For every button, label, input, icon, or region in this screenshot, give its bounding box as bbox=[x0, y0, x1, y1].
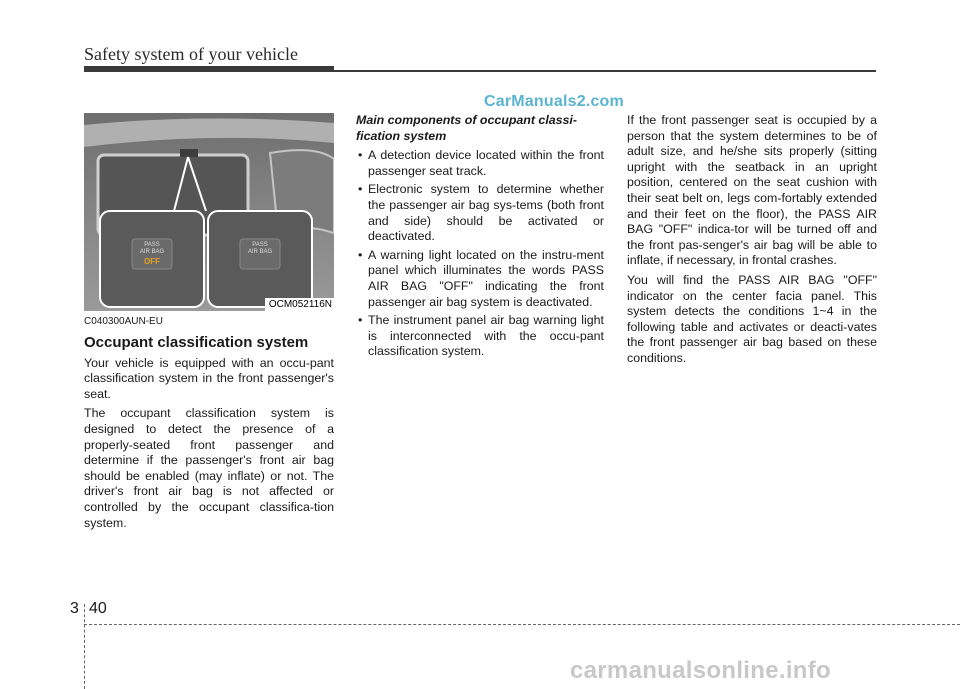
section-code: C040300AUN-EU bbox=[84, 316, 163, 327]
header-rule-thin bbox=[334, 70, 876, 72]
page-number: 40 bbox=[89, 600, 107, 617]
figure-code: OCM052116N bbox=[265, 298, 334, 311]
airbag-indicator-figure bbox=[84, 113, 334, 311]
header-rule-thick bbox=[84, 66, 334, 72]
dashboard-illustration bbox=[84, 113, 334, 311]
panel-left-line2: AIR BAG bbox=[139, 249, 165, 255]
subsection-heading: Main components of occupant classi-fication system bbox=[356, 113, 577, 143]
footer-rule bbox=[84, 624, 960, 625]
footer-vertical-rule bbox=[84, 604, 85, 689]
panel-left-status: OFF bbox=[144, 257, 160, 266]
panel-right-line2: AIR BAG bbox=[247, 249, 273, 255]
col3-paragraph-1: If the front passenger seat is occupied by a person that the system determines to be of adult size, and he/she sits properly (sitting upright with the seatback in an upright position, centered on the seat cushion with their seat belt on, legs com-fortably extended and their feet on the floor), the PASS AIR BAG "OFF" indica-tor will be turned off and the front pas-senger's air bag will be able to inflate, if necessary, in frontal crashes. bbox=[627, 113, 877, 268]
list-item: • The instrument panel air bag warning light is interconnected with the occu-pant classification system. bbox=[356, 313, 604, 360]
section-heading: Occupant classification system bbox=[84, 333, 309, 351]
column-3 bbox=[627, 113, 877, 371]
column-1 bbox=[84, 314, 334, 535]
panel-right-line1: PASS bbox=[252, 242, 268, 248]
column-2 bbox=[356, 113, 604, 363]
page-header-title: Safety system of your vehicle bbox=[84, 44, 298, 64]
col3-paragraph-2: You will find the PASS AIR BAG "OFF" indicator on the center facia panel. This system detects the conditions 1~4 in the following table and activates or deacti-vates the front passenger air bag based on these conditions. bbox=[627, 272, 877, 365]
col1-paragraph-1: Your vehicle is equipped with an occu-pant classification system in the front passenger's seat. bbox=[84, 355, 334, 401]
watermark-top-link[interactable]: CarManuals2.com bbox=[484, 93, 624, 110]
list-item: • Electronic system to determine whether the passenger air bag sys-tems (both front and side) should be activated or deactivated. bbox=[356, 182, 604, 244]
list-item: • A detection device located within the front passenger seat track. bbox=[356, 148, 604, 179]
watermark-bottom-link[interactable]: carmanualsonline.info bbox=[570, 657, 832, 684]
chapter-number: 3 bbox=[70, 600, 79, 617]
components-list bbox=[356, 148, 604, 360]
list-item: • A warning light located on the instru-ment panel which illuminates the words PASS AIR BAG "OFF" indicating the front passenger air bag system is deactivated. bbox=[356, 248, 604, 310]
panel-left-line1: PASS bbox=[144, 242, 160, 248]
col1-paragraph-2: The occupant classification system is designed to detect the presence of a properly-seated front passenger and determine if the passenger's front air bag should be enabled (may inflate) or not. The driver's front air bag is not affected or controlled by the occupant classifica-tion system. bbox=[84, 406, 334, 530]
